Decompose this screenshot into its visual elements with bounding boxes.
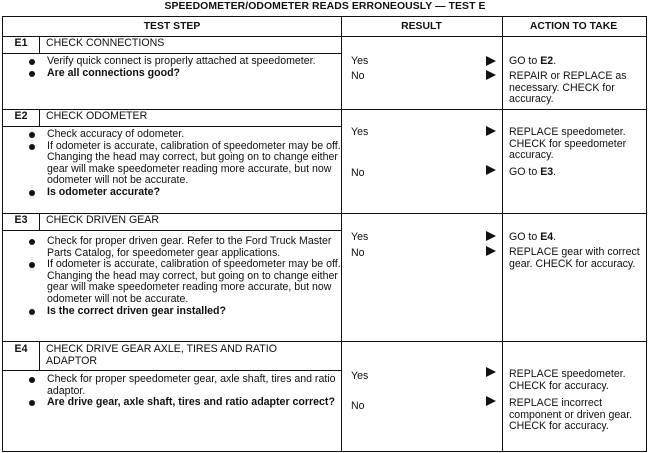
bullet-item: Verify quick connect is properly attached at speedometer. <box>27 56 342 68</box>
bullet-dot-icon <box>29 239 35 245</box>
bullet-item: Check accuracy of odometer. <box>27 129 342 141</box>
action-e1-no: REPAIR or REPLACE as necessary. CHECK for accuracy. <box>509 70 627 106</box>
result-e1-no: No <box>351 70 365 82</box>
id-divider-e4 <box>39 341 40 370</box>
step-bullets-e3 <box>27 236 342 317</box>
bullet-dot-icon <box>29 190 35 196</box>
result-e2-no: No <box>351 167 365 179</box>
step-bullets-e4 <box>27 374 342 409</box>
arrow-right-icon <box>486 165 496 175</box>
e3-bottom-rule <box>3 341 646 342</box>
step-title-e1: CHECK CONNECTIONS <box>46 37 165 49</box>
action-e2-no: GO to E3. <box>509 166 557 178</box>
document-title: SPEEDOMETER/ODOMETER READS ERRONEOUSLY — TEST E <box>164 1 486 12</box>
step-id-e1: E1 <box>14 37 28 49</box>
step-title-e2: CHECK ODOMETER <box>46 110 148 122</box>
bullet-dot-icon <box>29 59 35 65</box>
step-bullets-e2 <box>27 129 342 199</box>
id-divider-e1 <box>39 36 40 53</box>
e2-title-rule <box>3 126 342 127</box>
bullet-item: Check for proper driven gear. Refer to the Ford Truck Master Parts Catalog, for speedometer gear applications. <box>27 236 342 259</box>
bullet-item: Check for proper speedometer gear, axle shaft, tires and ratio adaptor. <box>27 374 342 397</box>
bullet-item: If odometer is accurate, calibration of speedometer may be off. Changing the head may correct, but going on to change either gear will make speedometer reading more accurate, but now odometer will not be accurate. <box>27 259 342 305</box>
bullet-question: Is odometer accurate? <box>27 187 342 199</box>
header-action: ACTION TO TAKE <box>529 21 618 32</box>
bullet-question: Are drive gear, axle shaft, tires and ratio adapter correct? <box>27 397 342 409</box>
action-e3-yes: GO to E4. <box>509 231 557 243</box>
e4-title-rule <box>3 370 342 371</box>
header-test-step: TEST STEP <box>143 21 201 32</box>
result-e1-yes: Yes <box>351 55 369 67</box>
id-divider-e2 <box>39 109 40 126</box>
step-id-e2: E2 <box>14 110 28 122</box>
bullet-dot-icon <box>29 132 35 138</box>
bullet-dot-icon <box>29 144 35 150</box>
header-result: RESULT <box>401 21 442 32</box>
step-title-e3: CHECK DRIVEN GEAR <box>46 214 160 226</box>
result-e4-yes: Yes <box>351 370 369 382</box>
arrow-right-icon <box>486 246 496 256</box>
bullet-item: If odometer is accurate, calibration of speedometer may be off. Changing the head may correct, but going on to change either gear will make speedometer reading more accurate, but now odometer will not be accurate. <box>27 141 342 187</box>
bullet-dot-icon <box>29 309 35 315</box>
result-e3-yes: Yes <box>351 231 369 243</box>
result-e3-no: No <box>351 247 365 259</box>
step-id-e3: E3 <box>14 214 28 226</box>
e1-title-rule <box>3 53 342 54</box>
arrow-right-icon <box>486 231 496 241</box>
result-e4-no: No <box>351 400 365 412</box>
result-e2-yes: Yes <box>351 126 369 138</box>
column-divider-action <box>502 17 503 451</box>
bullet-question: Are all connections good? <box>27 68 342 80</box>
action-e4-no: REPLACE incorrect component or driven gear. CHECK for accuracy. <box>509 397 633 433</box>
bullet-dot-icon <box>29 400 35 406</box>
arrow-right-icon <box>486 367 496 377</box>
step-id-e4: E4 <box>14 343 28 355</box>
step-bullets-e1 <box>27 56 342 79</box>
bullet-dot-icon <box>29 71 35 77</box>
action-e4-yes: REPLACE speedometer. CHECK for accuracy. <box>509 368 626 392</box>
bullet-dot-icon <box>29 377 35 383</box>
arrow-right-icon <box>486 126 496 136</box>
bullet-question: Is the correct driven gear installed? <box>27 306 342 318</box>
bullet-dot-icon <box>29 262 35 268</box>
test-table <box>2 16 647 452</box>
arrow-right-icon <box>486 56 496 66</box>
action-e2-yes: REPLACE speedometer. CHECK for speedometer accuracy. <box>509 126 627 162</box>
id-divider-e3 <box>39 213 40 230</box>
arrow-right-icon <box>486 70 496 80</box>
e3-title-rule <box>3 230 342 231</box>
step-title-e4: CHECK DRIVE GEAR AXLE, TIRES AND RATIO ADAPTOR <box>46 343 277 367</box>
arrow-right-icon <box>486 396 496 406</box>
action-e1-yes: GO to E2. <box>509 55 557 67</box>
action-e3-no: REPLACE gear with correct gear. CHECK for accuracy. <box>509 246 640 270</box>
